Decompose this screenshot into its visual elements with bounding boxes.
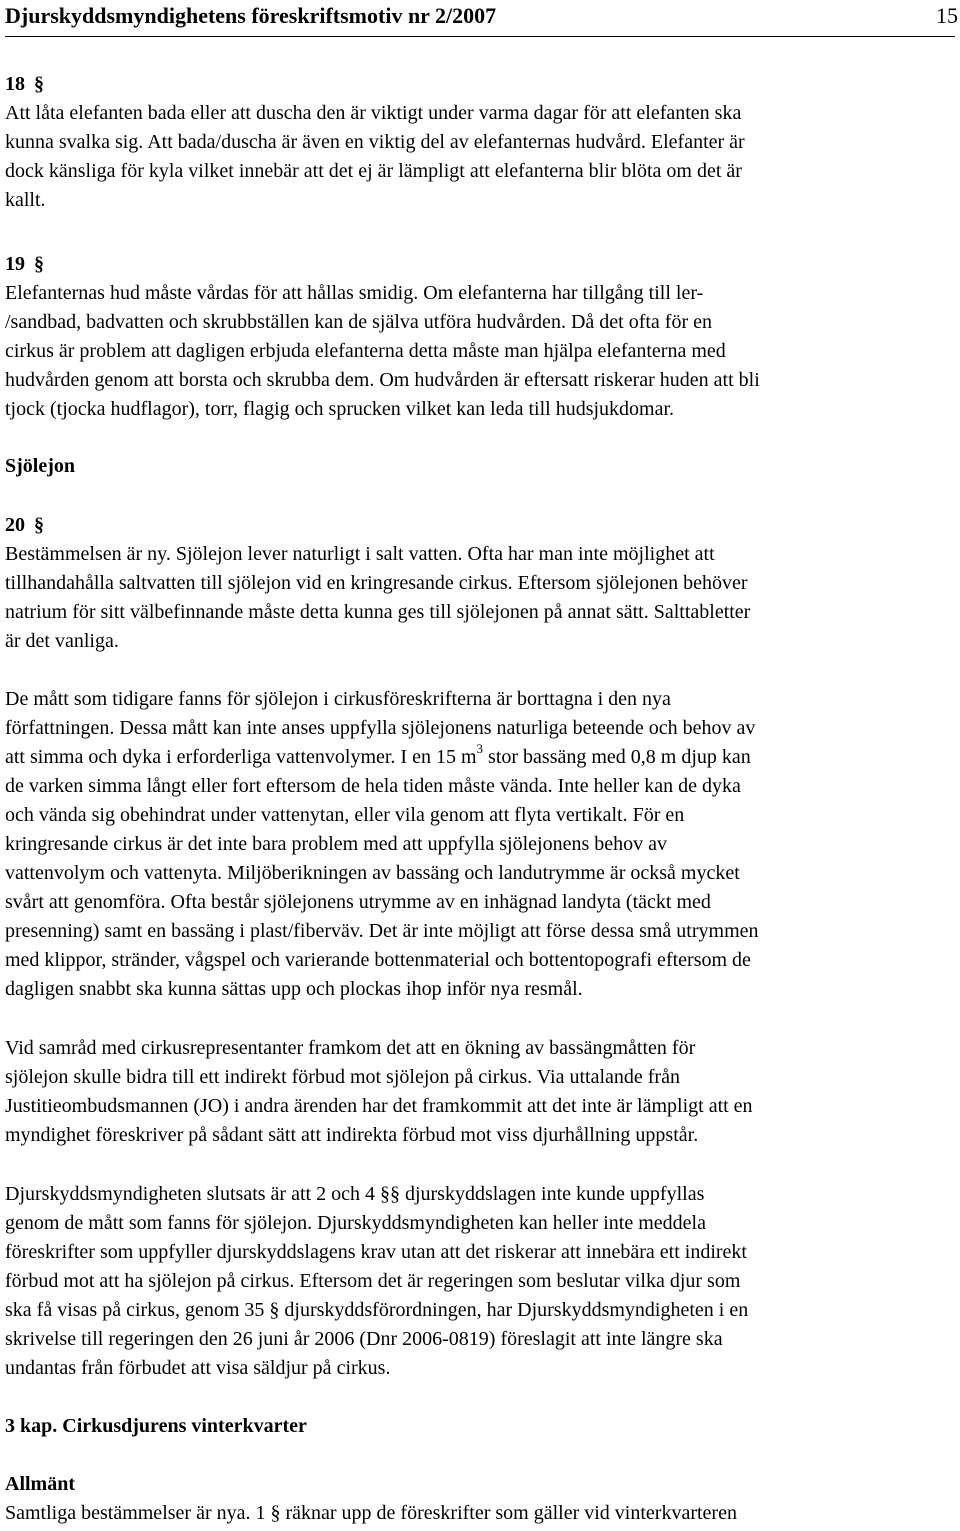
- section-sign: §: [269, 1299, 280, 1321]
- section-sign: §: [34, 253, 44, 275]
- section-signs: §§: [379, 1183, 400, 1205]
- page-header: [5, 3, 958, 29]
- allmant-text: Samtliga bestämmelser är nya. 1 § räknar upp de föreskrifter som gäller vid vinterkvarteren: [5, 1502, 737, 1524]
- section-sign: §: [34, 514, 44, 536]
- section-20-heading: 20 §: [5, 511, 957, 540]
- section-19-heading: 19 §: [5, 250, 957, 279]
- chapter-3-heading: 3 kap. Cirkusdjurens vinterkvarter: [5, 1415, 307, 1437]
- section-18-heading: 18 §: [5, 70, 957, 99]
- paragraph-samrad: Vid samråd med cirkusrepresentanter framkom det att en ökning av bassängmåtten för sjölejon skulle bidra till ett indirekt förbud mot sjölejon på cirkus. Via uttalande från Justitieombudsmannen (JO) i andra ärenden har det framkommit att det inte är lämpligt att en myndighet föreskriver på sådant sätt att indirekta förbud mot viss djurhållning uppstår.: [5, 1037, 753, 1146]
- section-20-text: Bestämmelsen är ny. Sjölejon lever naturligt i salt vatten. Ofta har man inte möjlighet att tillhandahålla saltvatten till sjölejon vid en kringresande cirkus. Eftersom sjölejonen behöver natrium för sitt välbefinnande måste detta kunna ges till sjölejonen på annat sätt. Salttabletter är det vanliga.: [5, 543, 751, 652]
- superscript-3: 3: [476, 741, 484, 757]
- paragraph-slutsats: Djurskyddsmyndigheten slutsats är att 2 och 4 §§ djurskyddslagen inte kunde uppfyllas genom de mått som fanns för sjölejon. Djurskyddsmyndigheten kan heller inte meddela föreskrifter som uppfyller djurskyddslagens krav utan att det riskerar att innebära ett indirekt förbud mot att ha sjölejon på cirkus. Eftersom det är regeringen som beslutar vilka djur som ska få visas på cirkus, genom 35 § djurskyddsförordningen, har Djurskyddsmyndigheten i en skrivelse till regeringen den 26 juni år 2006 (Dnr 2006-0819) föreslagit att inte längre ska undantas från förbudet att visa säldjur på cirkus.: [5, 1183, 749, 1379]
- sjolejon-heading: Sjölejon: [5, 455, 75, 477]
- section-18-text: Att låta elefanten bada eller att duscha den är viktigt under varma dagar för att elefanten ska kunna svalka sig. Att bada/duscha är även en viktig del av elefanternas hudvård. Elefanter är dock känsliga för kyla vilket innebär att det ej är lämpligt att elefanterna blir blöta om det är kallt.: [5, 102, 745, 211]
- allmant-heading: Allmänt: [5, 1473, 75, 1495]
- paragraph-matt: De mått som tidigare fanns för sjölejon i cirkusföreskrifterna är borttagna i den nya författningen. Dessa mått kan inte anses uppfylla sjölejonens naturliga beteende och behov av att simma och dyka i erforderliga vattenvolymer. I en 15 $m^3$ stor bassäng med 0,8 m djup kan de varken simma långt eller fort eftersom de hela tiden måste vända. Inte heller kan de dyka och vända sig obehindrat under vattenytan, eller vila genom att flyta vertikalt. För en kringresande cirkus är det inte bara problem med att uppfylla sjölejonens behov av vattenvolym och vattenyta. Miljöberikningen av bassäng och landutrymme är också mycket svårt att genomföra. Ofta består sjölejonens utrymme av en inhägnad landyta (täckt med presenning) samt en bassäng i plast/fiberväv. Det är inte möjligt att förse dessa små utrymmen med klippor, stränder, vågspel och varierande bottenmaterial och bottentopografi eftersom de dagligen snabbt ska kunna sättas upp och plockas ihop inför nya resmål.: [5, 688, 759, 1000]
- section-sign: §: [270, 1502, 281, 1524]
- section-19-text: Elefanternas hud måste vårdas för att hållas smidig. Om elefanterna har tillgång till ler- /sandbad, badvatten och skrubbställen kan de själva utföra hudvården. Då det ofta för en cirkus är problem att dagligen erbjuda elefanterna detta måste man hjälpa elefanterna med hudvården genom att borsta och skrubba dem. Om hudvården är eftersatt riskerar huden att bli tjock (tjocka hudflagor), torr, flagig och sprucken vilket kan leda till hudsjukdomar.: [5, 282, 760, 420]
- page-number: 15: [936, 3, 958, 28]
- section-sign: §: [34, 73, 44, 95]
- document-title: Djurskyddsmyndighetens föreskriftsmotiv nr 2/2007: [5, 3, 497, 28]
- header-rule: [5, 36, 955, 37]
